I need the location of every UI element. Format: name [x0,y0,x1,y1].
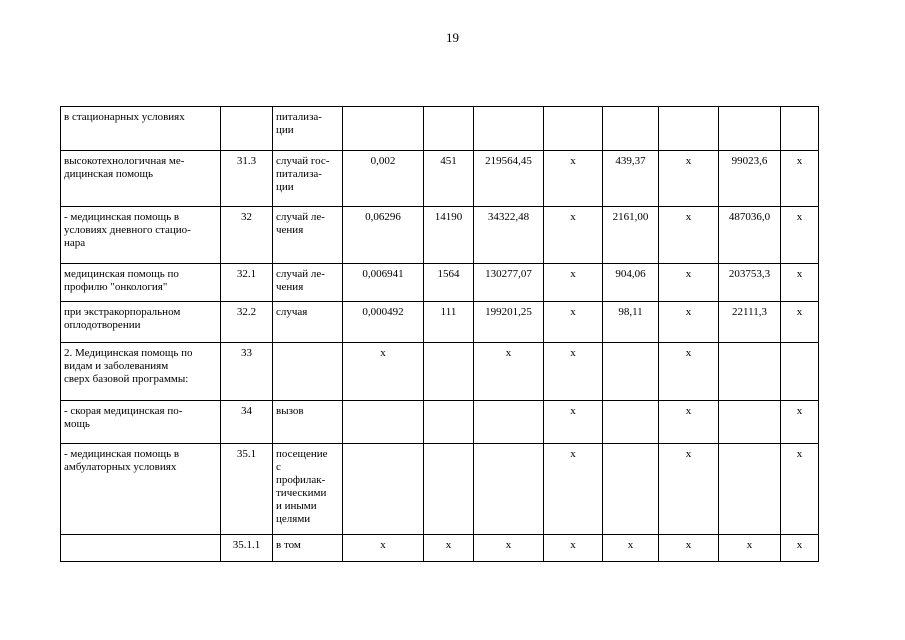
value-cell [781,535,819,562]
value-cell [544,343,603,401]
value-cell-text: х [796,268,803,280]
value-cell-text: х [685,268,692,280]
value-cell [424,302,474,343]
value-cell-text: х [685,306,692,318]
value-cell-text: х [380,539,386,551]
value-cell [544,535,603,562]
value-cell [719,343,781,401]
value-cell-text: х [570,347,576,359]
value-cell-text: 904,06 [615,268,646,280]
value-cell [544,264,603,302]
row-number-cell-text: 35.1.1 [232,539,261,551]
value-cell [659,207,719,264]
value-cell-text: 22111,3 [732,306,767,318]
row-number-cell [221,151,273,207]
value-cell-text: 130277,07 [485,268,532,280]
unit-cell [273,207,343,264]
value-cell [781,401,819,444]
table-row [61,151,819,207]
row-name-cell-text: медицинская помощь по профилю "онкология" [64,268,179,293]
row-number-cell-text: 33 [241,347,252,359]
value-cell [603,535,659,562]
value-cell [659,444,719,535]
unit-cell [273,444,343,535]
row-name-cell-text: - скорая медицинская по- мощь [64,405,183,430]
value-cell [424,264,474,302]
value-cell-text: 111 [440,306,457,318]
value-cell [603,343,659,401]
unit-cell [273,401,343,444]
table-row [61,343,819,401]
value-cell-text: х [505,347,512,359]
value-cell-text: х [796,539,803,551]
table-row [61,107,819,151]
value-cell-text: 14190 [434,211,463,223]
value-cell-text: 199201,25 [485,306,532,318]
unit-cell-text: в том [276,539,301,551]
value-cell [603,444,659,535]
table-row [61,302,819,343]
row-name-cell [61,343,221,401]
row-number-cell [221,535,273,562]
value-cell [544,401,603,444]
row-name-cell [61,401,221,444]
value-cell [719,302,781,343]
value-cell [603,107,659,151]
row-name-cell [61,107,221,151]
value-cell-text: х [505,539,512,551]
value-cell [474,302,544,343]
value-cell [544,302,603,343]
table-row [61,401,819,444]
value-cell [424,207,474,264]
row-number-cell [221,444,273,535]
value-cell [474,343,544,401]
row-number-cell [221,343,273,401]
value-cell [781,151,819,207]
value-cell [544,107,603,151]
row-number-cell-text: 32 [241,211,252,223]
value-cell [719,107,781,151]
value-cell [474,401,544,444]
value-cell-text: 451 [440,155,457,167]
page-number: 19 [446,30,459,45]
unit-cell [273,264,343,302]
value-cell-text: х [570,155,576,167]
value-cell-text: х [685,405,692,417]
value-cell [343,343,424,401]
value-cell [781,264,819,302]
value-cell-text: х [570,268,576,280]
unit-cell-text: случай гос- питализа- ции [276,155,330,193]
value-cell [474,535,544,562]
value-cell [474,444,544,535]
value-cell-text: 203753,3 [728,268,771,280]
value-cell [781,444,819,535]
row-name-cell-text: - медицинская помощь в условиях дневного стацио- нара [64,211,191,249]
value-cell [474,107,544,151]
table-row [61,535,819,562]
value-cell [424,151,474,207]
value-cell-text: х [796,155,803,167]
value-cell-text: х [380,347,386,359]
value-cell-text: х [685,211,692,223]
value-cell-text: 2161,00 [612,211,649,223]
unit-cell [273,343,343,401]
value-cell [424,107,474,151]
value-cell-text: х [627,539,634,551]
value-cell [781,343,819,401]
table-row [61,264,819,302]
value-cell [719,535,781,562]
row-number-cell-text: 31.3 [236,155,257,167]
row-name-cell-text: - медицинская помощь в амбулаторных условиях [64,448,180,473]
value-cell-text: х [685,155,692,167]
row-name-cell [61,535,221,562]
unit-cell-text: случая [276,306,308,318]
value-cell [603,207,659,264]
value-cell-text: 0,06296 [365,211,401,223]
value-cell [659,107,719,151]
value-cell-text: 0,006941 [362,268,404,280]
value-cell-text: 487036,0 [728,211,771,223]
row-number-cell-text: 32.1 [236,268,257,280]
value-cell-text: 0,002 [370,155,396,167]
row-name-cell [61,207,221,264]
unit-cell-text: посещение с профилак- тическими и иными целями [276,448,328,525]
value-cell [424,401,474,444]
value-cell [424,535,474,562]
value-cell [603,264,659,302]
unit-cell [273,535,343,562]
value-cell [474,207,544,264]
value-cell [343,401,424,444]
unit-cell-text: вызов [276,405,304,417]
unit-cell [273,151,343,207]
row-number-cell [221,207,273,264]
row-number-cell [221,264,273,302]
value-cell-text: х [685,347,692,359]
value-cell [719,151,781,207]
value-cell [424,444,474,535]
value-cell [603,302,659,343]
value-cell-text: 1564 [437,268,460,280]
value-cell [659,535,719,562]
value-cell [343,535,424,562]
data-table [60,106,819,562]
row-name-cell-text: в стационарных условиях [64,111,185,123]
unit-cell-text: случай ле- чения [276,268,325,293]
value-cell [781,302,819,343]
value-cell [719,401,781,444]
unit-cell [273,302,343,343]
value-cell [424,343,474,401]
value-cell [603,151,659,207]
value-cell [659,401,719,444]
row-name-cell-text: высокотехнологичная ме- дицинская помощь [64,155,185,180]
row-number-cell [221,401,273,444]
value-cell [659,151,719,207]
table-row [61,207,819,264]
row-number-cell-text: 35.1 [236,448,257,460]
row-number-cell [221,302,273,343]
value-cell [603,401,659,444]
value-cell [343,444,424,535]
value-cell [781,207,819,264]
value-cell-text: 439,37 [615,155,646,167]
value-cell-text: 98,11 [618,306,643,318]
unit-cell-text: питализа- ции [276,111,322,136]
value-cell-text: х [796,448,803,460]
value-cell-text: х [570,539,576,551]
value-cell [343,302,424,343]
value-cell [343,264,424,302]
value-cell-text: х [570,405,576,417]
row-name-cell-text: при экстракорпоральном оплодотворении [64,306,181,331]
value-cell-text: х [685,448,692,460]
value-cell [659,302,719,343]
value-cell-text: х [570,448,576,460]
value-cell [474,151,544,207]
row-number-cell-text: 32.2 [236,306,257,318]
row-name-cell [61,302,221,343]
value-cell-text: х [796,306,803,318]
unit-cell-text: случай ле- чения [276,211,325,236]
value-cell [719,207,781,264]
unit-cell [273,107,343,151]
value-cell [781,107,819,151]
value-cell-text: х [796,405,803,417]
value-cell [343,207,424,264]
value-cell [474,264,544,302]
value-cell-text: х [570,211,576,223]
value-cell [719,264,781,302]
value-cell-text: 0,000492 [362,306,404,318]
value-cell-text: х [570,306,576,318]
value-cell [343,151,424,207]
value-cell [719,444,781,535]
value-cell-text: х [746,539,753,551]
value-cell [544,207,603,264]
value-cell-text: х [796,211,803,223]
value-cell-text: 34322,48 [487,211,530,223]
value-cell-text: х [685,539,692,551]
value-cell-text: х [445,539,452,551]
value-cell [544,151,603,207]
value-cell-text: 99023,6 [731,155,768,167]
row-number-cell-text: 34 [241,405,252,417]
table-row [61,444,819,535]
value-cell-text: 219564,45 [485,155,532,167]
value-cell [343,107,424,151]
row-name-cell-text: 2. Медицинская помощь по видам и заболеваниям сверх базовой программы: [64,347,193,385]
value-cell [659,264,719,302]
value-cell [659,343,719,401]
row-name-cell [61,151,221,207]
value-cell [544,444,603,535]
row-name-cell [61,264,221,302]
row-number-cell [221,107,273,151]
row-name-cell [61,444,221,535]
